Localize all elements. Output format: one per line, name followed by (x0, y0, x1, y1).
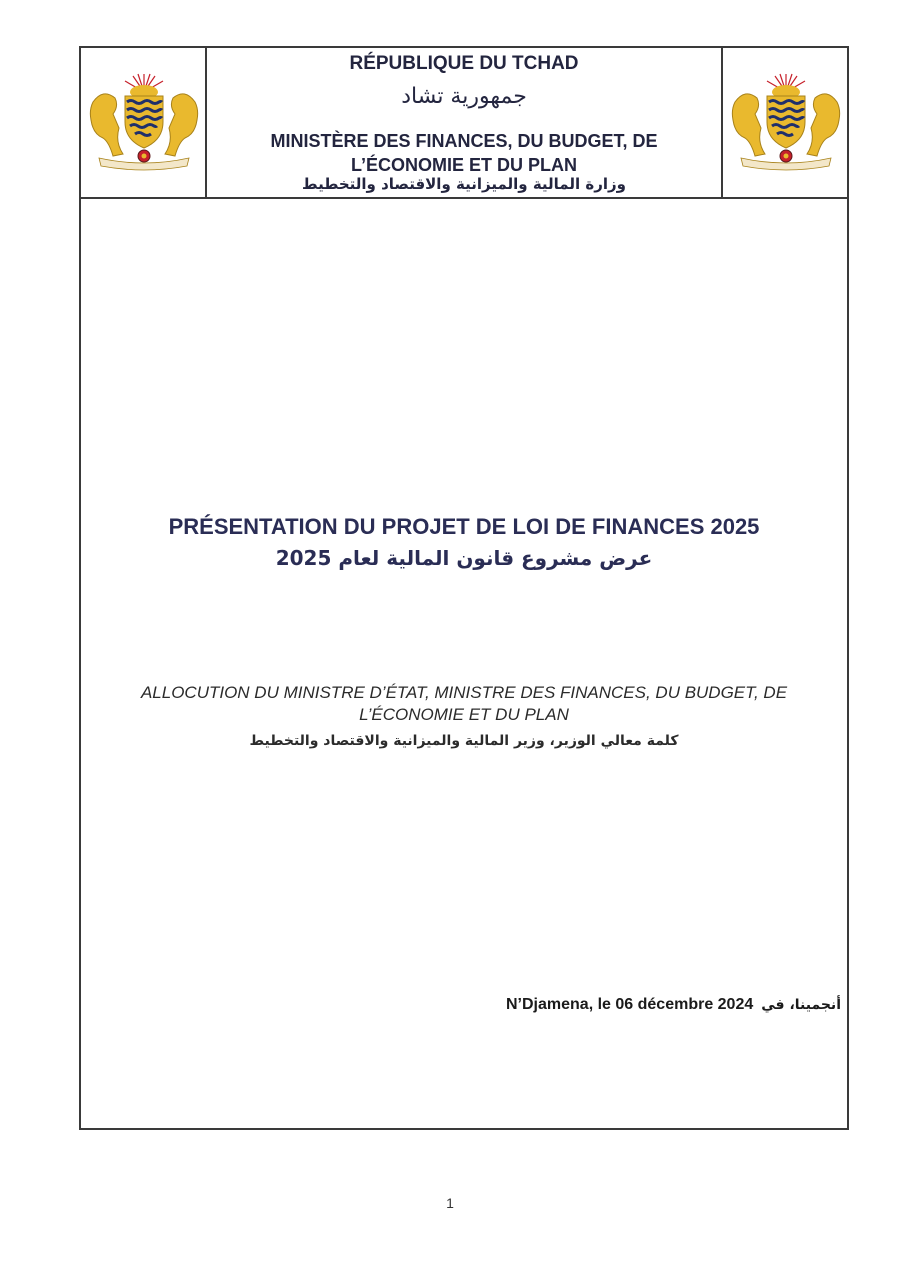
document-frame (79, 46, 849, 1130)
document-title-ar: عرض مشروع قانون المالية لعام 2025 (275, 546, 653, 570)
country-name-ar: جمهورية تشاد (401, 84, 527, 109)
speech-heading-fr-line2: L’ÉCONOMIE ET DU PLAN (359, 705, 569, 724)
speech-heading-ar: كلمة معالي الوزير، وزير المالية والميزانية والاقتصاد والتخطيط (249, 733, 679, 749)
document-title-fr: PRÉSENTATION DU PROJET DE LOI DE FINANCES 2025 (168, 514, 760, 539)
letterhead-text (207, 48, 721, 197)
speech-heading-fr (81, 682, 847, 726)
ministry-name-fr-line1: MINISTÈRE DES FINANCES, DU BUDGET, DE (270, 131, 658, 151)
date-fr: N’Djamena, le 06 décembre 2024 (506, 996, 754, 1013)
coat-of-arms-left-icon (85, 72, 203, 172)
letterhead (81, 48, 847, 199)
country-name-fr: RÉPUBLIQUE DU TCHAD (349, 53, 579, 74)
ministry-name-ar: وزارة المالية والميزانية والاقتصاد والتخطيط (302, 175, 626, 193)
ministry-name-fr-line2: L’ÉCONOMIE ET DU PLAN (350, 155, 577, 175)
place-and-date (506, 996, 841, 1014)
page-number: 1 (446, 1195, 454, 1211)
emblem-cell-right (721, 48, 847, 197)
speech-heading-fr-line1: ALLOCUTION DU MINISTRE D’ÉTAT, MINISTRE DES FINANCES, DU BUDGET, DE (140, 683, 788, 702)
coat-of-arms-right-icon (727, 72, 845, 172)
ministry-name-fr (207, 129, 721, 177)
date-prefix-ar: أنجمينا، في (761, 997, 841, 1013)
emblem-cell-left (81, 48, 207, 197)
